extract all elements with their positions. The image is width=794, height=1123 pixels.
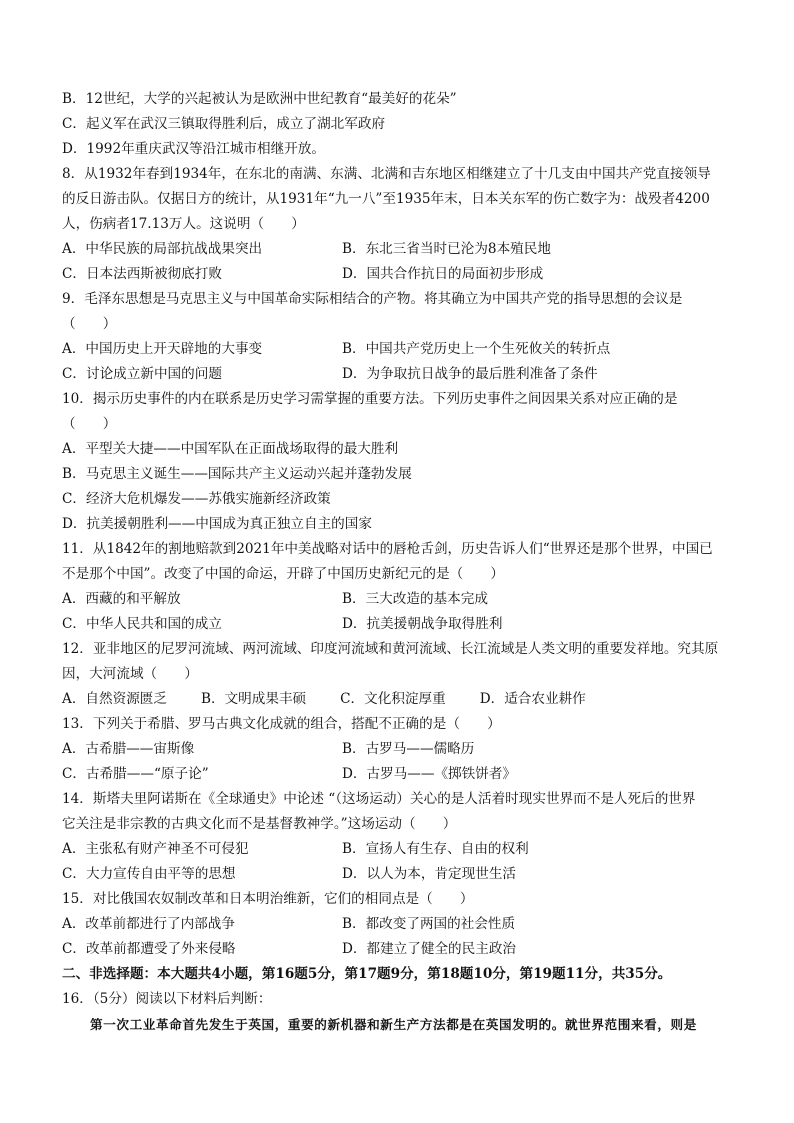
q8-options-row-2: [62, 262, 742, 287]
q11-stem-1: 11．从1842年的割地赔款到2021年中美战略对话中的唇枪舌剑，历史告诉人们“世界还是那个世界，中国已: [62, 541, 713, 557]
q13-option-b: B．古罗马——儒略历: [342, 741, 475, 757]
q8-stem-3: 人，伤病者17.13万人。这说明（ ）: [62, 216, 305, 232]
q15-options-row-1: [62, 912, 742, 937]
q12-stem-1: 12．亚非地区的尼罗河流域、两河流域、印度河流域和黄河流域、长江流域是人类文明的重要发祥地。究其原: [62, 641, 719, 657]
q10-stem-1: 10．揭示历史事件的内在联系是历史学习需掌握的重要方法。下列历史事件之间因果关系对应正确的是: [62, 391, 678, 407]
q12-stem-2: 因，大河流域（ ）: [62, 666, 198, 682]
q13-option-d: D．古罗马——《掷铁饼者》: [342, 766, 517, 782]
q14-options-row-1: [62, 837, 742, 862]
q8-option-b: B．东北三省当时已沦为8本殖民地: [342, 241, 551, 257]
q8-option-d: D．国共合作抗日的局面初步形成: [342, 266, 544, 282]
q11-stem-2: 不是那个中国”。改变了中国的命运，开辟了中国历史新纪元的是（ ）: [62, 566, 504, 582]
q8-option-c: C．日本法西斯被彻底打败: [62, 266, 222, 282]
q11-option-a: A．西藏的和平解放: [62, 591, 181, 607]
q13-options-row-1: [62, 737, 742, 762]
q9-option-c: C．讨论成立新中国的问题: [62, 366, 222, 382]
q11-option-c: C．中华人民共和国的成立: [62, 616, 222, 632]
q9-option-b: B．中国共产党历史上一个生死攸关的转折点: [342, 341, 611, 357]
q15-options-row-2: [62, 937, 742, 962]
q10-option-d: D．抗美援朝胜利——中国成为真正独立自主的国家: [62, 516, 372, 532]
q8-options-row-1: [62, 237, 742, 262]
q9-options-row-1: [62, 337, 742, 362]
q14-options-row-2: [62, 862, 742, 887]
q11-option-b: B．三大改造的基本完成: [342, 591, 488, 607]
q13-stem-1: 13．下列关于希腊、罗马古典文化成就的组合，搭配不正确的是（ ）: [62, 716, 501, 732]
q12-option-d: D．适合农业耕作: [479, 691, 586, 707]
q10-option-c: C．经济大危机爆发——苏俄实施新经济政策: [62, 491, 331, 507]
option-d-prev: D．1992年重庆武汉等沿江城市相继开放。: [62, 141, 325, 157]
option-b-prev: B．12世纪，大学的兴起被认为是欧洲中世纪教育“最美好的花朵”: [62, 91, 457, 107]
q13-option-a: A．古希腊——宙斯像: [62, 741, 195, 757]
q12-option-b: B．文明成果丰硕: [200, 691, 307, 707]
q8-option-a: A．中华民族的局部抗战战果突出: [62, 241, 263, 257]
q9-options-row-2: [62, 362, 742, 387]
q15-option-a: A．改革前都进行了内部战争: [62, 916, 235, 932]
q9-option-d: D．为争取抗日战争的最后胜利准备了条件: [342, 366, 598, 382]
q11-option-d: D．抗美援朝战争取得胜利: [342, 616, 503, 632]
q15-option-b: B．都改变了两国的社会性质: [342, 916, 516, 932]
q14-stem-1: 14．斯塔夫里阿诺斯在《全球通史》中论述 “（这场运动）关心的是人活着时现实世界而不是人死后的世界: [62, 791, 696, 807]
q14-stem-2: 它关注是非宗教的古典文化而不是基督教神学。”这场运动（ ）: [62, 816, 457, 832]
q8-stem-1: 8．从1932年春到1934年，在东北的南满、东满、北满和吉东地区相继建立了十几支由中国共产党直接领导: [62, 166, 711, 182]
q10-option-a: A．平型关大捷——中国军队在正面战场取得的最大胜利: [62, 441, 399, 457]
q16-material: 第一次工业革命首先发生于英国，重要的新机器和新生产方法都是在英国发明的。就世界范围来看，则是: [90, 1017, 697, 1032]
q12-option-a: A．自然资源匮乏: [62, 691, 167, 707]
q12-options-row: [62, 687, 742, 712]
q9-stem-1: 9．毛泽东思想是马克思主义与中国革命实际相结合的产物。将其确立为中国共产党的指导思想的会议是: [62, 291, 683, 307]
q15-option-c: C．改革前都遭受了外来侵略: [62, 941, 236, 957]
q10-stem-2: （ ）: [62, 416, 117, 432]
q16-stem: 16．（5分）阅读以下材料后判断：: [62, 991, 272, 1007]
q9-option-a: A．中国历史上开天辟地的大事变: [62, 341, 263, 357]
q13-options-row-2: [62, 762, 742, 787]
q12-option-c: C．文化积淀厚重: [340, 691, 446, 707]
exam-page: [62, 87, 742, 1037]
q14-option-b: B．宣扬人有生存、自由的权利: [342, 841, 529, 857]
q14-option-a: A．主张私有财产神圣不可侵犯: [62, 841, 249, 857]
q11-options-row-2: [62, 612, 742, 637]
q15-stem-1: 15．对比俄国农奴制改革和日本明治维新，它们的相同点是（ ）: [62, 891, 474, 907]
q8-stem-2: 的反日游击队。仅据日方的统计，从1931年“九一八”至1935年末，日本关东军的伤亡数字为：战殁者4200: [62, 191, 710, 207]
q10-option-b: B．马克思主义诞生——国际共产主义运动兴起并蓬勃发展: [62, 466, 412, 482]
q14-option-c: C．大力宣传自由平等的思想: [62, 866, 236, 882]
q11-options-row-1: [62, 587, 742, 612]
section-2-heading: 二、非选择题：本大题共4小题，第16题5分，第17题9分，第18题10分，第19题11分，共35分。: [62, 966, 672, 982]
q15-option-d: D．都建立了健全的民主政治: [342, 941, 517, 957]
q9-stem-2: （ ）: [62, 316, 117, 332]
option-c-prev: C．起义军在武汉三镇取得胜利后，成立了湖北军政府: [62, 116, 386, 132]
q14-option-d: D．以人为本，肯定现世生活: [342, 866, 517, 882]
q13-option-c: C．古希腊——“原子论”: [62, 766, 209, 782]
